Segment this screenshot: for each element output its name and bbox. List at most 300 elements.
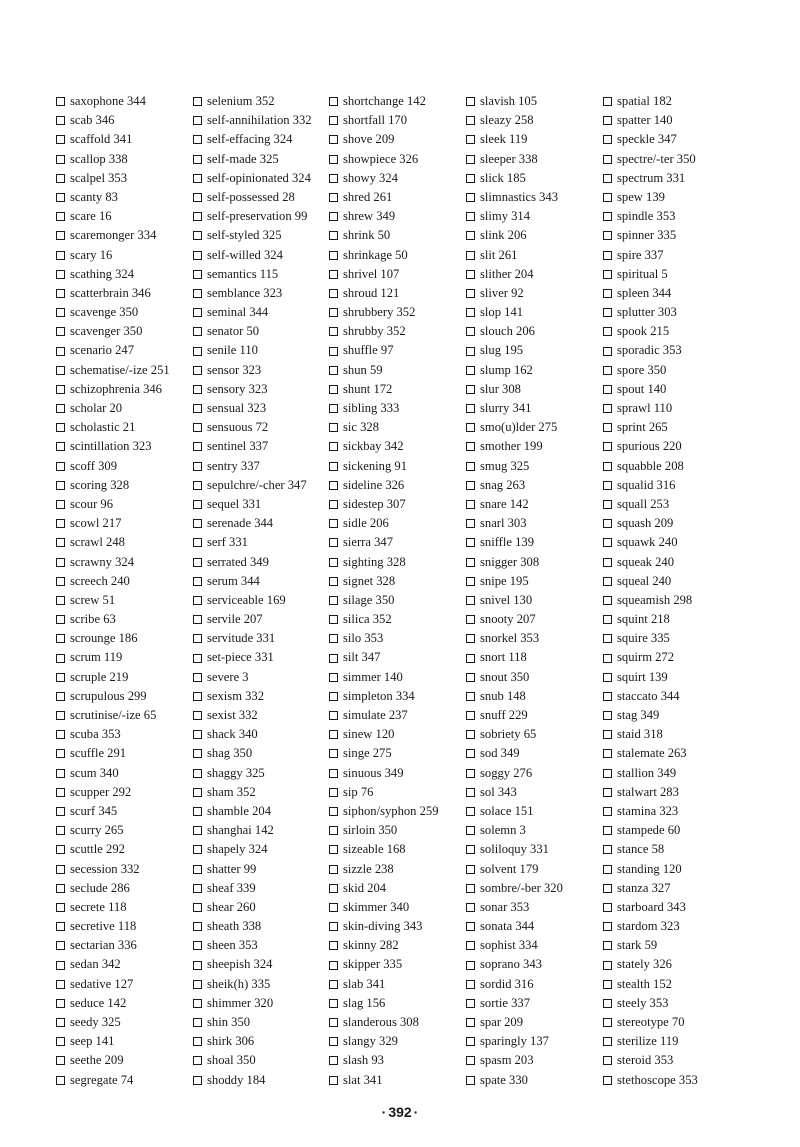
checkbox-icon[interactable] <box>329 845 338 854</box>
checkbox-icon[interactable] <box>603 673 612 682</box>
checkbox-icon[interactable] <box>466 442 475 451</box>
word-entry <box>329 802 439 821</box>
checkbox-icon[interactable] <box>466 558 475 567</box>
checkbox-icon[interactable] <box>603 423 612 432</box>
checkbox-icon[interactable] <box>56 385 65 394</box>
checkbox-icon[interactable] <box>603 980 612 989</box>
word-entry-label: silo 353 <box>343 631 384 646</box>
checkbox-icon[interactable] <box>56 519 65 528</box>
checkbox-icon[interactable] <box>56 174 65 183</box>
checkbox-icon[interactable] <box>56 308 65 317</box>
checkbox-icon[interactable] <box>56 673 65 682</box>
checkbox-icon[interactable] <box>193 347 202 356</box>
checkbox-icon[interactable] <box>329 1037 338 1046</box>
word-entry <box>466 399 563 418</box>
word-entry <box>56 514 170 533</box>
word-entry <box>329 284 439 303</box>
word-entry-label: seclude 286 <box>70 880 130 895</box>
checkbox-icon[interactable] <box>329 519 338 528</box>
checkbox-icon[interactable] <box>193 711 202 720</box>
checkbox-icon[interactable] <box>466 941 475 950</box>
checkbox-icon[interactable] <box>56 903 65 912</box>
word-entry <box>466 1032 563 1051</box>
checkbox-icon[interactable] <box>56 1056 65 1065</box>
checkbox-icon[interactable] <box>329 174 338 183</box>
checkbox-icon[interactable] <box>466 327 475 336</box>
checkbox-icon[interactable] <box>603 884 612 893</box>
checkbox-icon[interactable] <box>603 711 612 720</box>
checkbox-icon[interactable] <box>603 538 612 547</box>
checkbox-icon[interactable] <box>56 135 65 144</box>
checkbox-icon[interactable] <box>466 884 475 893</box>
checkbox-icon[interactable] <box>329 922 338 931</box>
checkbox-icon[interactable] <box>466 1018 475 1027</box>
checkbox-icon[interactable] <box>466 231 475 240</box>
word-entry <box>466 591 563 610</box>
checkbox-icon[interactable] <box>466 251 475 260</box>
checkbox-icon[interactable] <box>56 654 65 663</box>
checkbox-icon[interactable] <box>329 327 338 336</box>
word-entry-label: shrivel 107 <box>343 266 400 281</box>
checkbox-icon[interactable] <box>56 788 65 797</box>
checkbox-icon[interactable] <box>329 481 338 490</box>
checkbox-icon[interactable] <box>193 999 202 1008</box>
checkbox-icon[interactable] <box>603 500 612 509</box>
checkbox-icon[interactable] <box>466 1037 475 1046</box>
checkbox-icon[interactable] <box>193 558 202 567</box>
checkbox-icon[interactable] <box>603 270 612 279</box>
checkbox-icon[interactable] <box>466 654 475 663</box>
checkbox-icon[interactable] <box>193 634 202 643</box>
checkbox-icon[interactable] <box>329 538 338 547</box>
word-entry-label: serrated 349 <box>207 554 269 569</box>
checkbox-icon[interactable] <box>193 730 202 739</box>
checkbox-icon[interactable] <box>329 423 338 432</box>
checkbox-icon[interactable] <box>56 749 65 758</box>
checkbox-icon[interactable] <box>603 941 612 950</box>
checkbox-icon[interactable] <box>603 903 612 912</box>
checkbox-icon[interactable] <box>193 251 202 260</box>
checkbox-icon[interactable] <box>329 1056 338 1065</box>
word-entry <box>56 648 170 667</box>
checkbox-icon[interactable] <box>193 654 202 663</box>
checkbox-icon[interactable] <box>193 807 202 816</box>
checkbox-icon[interactable] <box>329 826 338 835</box>
checkbox-icon[interactable] <box>603 155 612 164</box>
checkbox-icon[interactable] <box>466 404 475 413</box>
checkbox-icon[interactable] <box>56 462 65 471</box>
checkbox-icon[interactable] <box>193 270 202 279</box>
checkbox-icon[interactable] <box>466 1056 475 1065</box>
checkbox-icon[interactable] <box>466 999 475 1008</box>
checkbox-icon[interactable] <box>193 884 202 893</box>
word-entry-label: scribe 63 <box>70 612 116 627</box>
word-entry <box>329 92 439 111</box>
checkbox-icon[interactable] <box>466 673 475 682</box>
checkbox-icon[interactable] <box>193 481 202 490</box>
checkbox-icon[interactable] <box>329 135 338 144</box>
checkbox-icon[interactable] <box>193 922 202 931</box>
checkbox-icon[interactable] <box>329 212 338 221</box>
word-entry-label: slab 341 <box>343 976 386 991</box>
checkbox-icon[interactable] <box>193 769 202 778</box>
checkbox-icon[interactable] <box>603 116 612 125</box>
checkbox-icon[interactable] <box>466 769 475 778</box>
checkbox-icon[interactable] <box>466 922 475 931</box>
word-entry <box>193 1071 312 1090</box>
checkbox-icon[interactable] <box>466 385 475 394</box>
checkbox-icon[interactable] <box>466 270 475 279</box>
word-entry-label: sierra 347 <box>343 535 394 550</box>
checkbox-icon[interactable] <box>193 423 202 432</box>
checkbox-icon[interactable] <box>193 692 202 701</box>
checkbox-icon[interactable] <box>603 922 612 931</box>
checkbox-icon[interactable] <box>193 116 202 125</box>
checkbox-icon[interactable] <box>329 615 338 624</box>
checkbox-icon[interactable] <box>466 730 475 739</box>
checkbox-icon[interactable] <box>329 711 338 720</box>
checkbox-icon[interactable] <box>329 577 338 586</box>
checkbox-icon[interactable] <box>466 193 475 202</box>
checkbox-icon[interactable] <box>329 404 338 413</box>
checkbox-icon[interactable] <box>56 807 65 816</box>
checkbox-icon[interactable] <box>193 462 202 471</box>
checkbox-icon[interactable] <box>56 423 65 432</box>
word-entry <box>56 399 170 418</box>
checkbox-icon[interactable] <box>329 251 338 260</box>
checkbox-icon[interactable] <box>466 423 475 432</box>
checkbox-icon[interactable] <box>329 884 338 893</box>
checkbox-icon[interactable] <box>466 135 475 144</box>
checkbox-icon[interactable] <box>603 231 612 240</box>
word-entry-label: sortie 337 <box>480 995 531 1010</box>
checkbox-icon[interactable] <box>329 865 338 874</box>
checkbox-icon[interactable] <box>56 347 65 356</box>
word-entry-label: self-preservation 99 <box>207 209 308 224</box>
checkbox-icon[interactable] <box>603 174 612 183</box>
checkbox-icon[interactable] <box>603 97 612 106</box>
checkbox-icon[interactable] <box>466 711 475 720</box>
checkbox-icon[interactable] <box>466 212 475 221</box>
checkbox-icon[interactable] <box>466 1076 475 1085</box>
checkbox-icon[interactable] <box>603 327 612 336</box>
checkbox-icon[interactable] <box>603 558 612 567</box>
checkbox-icon[interactable] <box>466 308 475 317</box>
checkbox-icon[interactable] <box>329 903 338 912</box>
checkbox-icon[interactable] <box>329 462 338 471</box>
checkbox-icon[interactable] <box>56 231 65 240</box>
checkbox-icon[interactable] <box>603 347 612 356</box>
checkbox-icon[interactable] <box>603 308 612 317</box>
checkbox-icon[interactable] <box>466 634 475 643</box>
checkbox-icon[interactable] <box>329 730 338 739</box>
checkbox-icon[interactable] <box>56 404 65 413</box>
checkbox-icon[interactable] <box>329 980 338 989</box>
checkbox-icon[interactable] <box>603 212 612 221</box>
word-entry <box>56 610 170 629</box>
checkbox-icon[interactable] <box>329 97 338 106</box>
checkbox-icon[interactable] <box>466 519 475 528</box>
checkbox-icon[interactable] <box>466 97 475 106</box>
checkbox-icon[interactable] <box>466 347 475 356</box>
checkbox-icon[interactable] <box>603 692 612 701</box>
checkbox-icon[interactable] <box>329 500 338 509</box>
checkbox-icon[interactable] <box>193 865 202 874</box>
checkbox-icon[interactable] <box>56 155 65 164</box>
checkbox-icon[interactable] <box>193 538 202 547</box>
word-entry-label: shamble 204 <box>207 803 272 818</box>
checkbox-icon[interactable] <box>56 941 65 950</box>
checkbox-icon[interactable] <box>193 980 202 989</box>
checkbox-icon[interactable] <box>603 404 612 413</box>
word-entry <box>603 495 698 514</box>
word-entry <box>329 553 439 572</box>
checkbox-icon[interactable] <box>329 193 338 202</box>
checkbox-icon[interactable] <box>603 442 612 451</box>
checkbox-icon[interactable] <box>193 366 202 375</box>
checkbox-icon[interactable] <box>466 462 475 471</box>
checkbox-icon[interactable] <box>603 749 612 758</box>
checkbox-icon[interactable] <box>466 807 475 816</box>
checkbox-icon[interactable] <box>603 519 612 528</box>
word-entry <box>603 648 698 667</box>
checkbox-icon[interactable] <box>56 212 65 221</box>
checkbox-icon[interactable] <box>193 193 202 202</box>
checkbox-icon[interactable] <box>56 845 65 854</box>
checkbox-icon[interactable] <box>329 673 338 682</box>
checkbox-icon[interactable] <box>193 308 202 317</box>
checkbox-icon[interactable] <box>603 289 612 298</box>
checkbox-icon[interactable] <box>329 749 338 758</box>
checkbox-icon[interactable] <box>466 961 475 970</box>
checkbox-icon[interactable] <box>466 289 475 298</box>
word-entry <box>603 783 698 802</box>
checkbox-icon[interactable] <box>329 385 338 394</box>
checkbox-icon[interactable] <box>603 634 612 643</box>
checkbox-icon[interactable] <box>193 404 202 413</box>
word-entry <box>329 936 439 955</box>
word-entry-label: sic 328 <box>343 420 380 435</box>
checkbox-icon[interactable] <box>193 596 202 605</box>
checkbox-icon[interactable] <box>329 634 338 643</box>
checkbox-icon[interactable] <box>329 231 338 240</box>
checkbox-icon[interactable] <box>56 1037 65 1046</box>
checkbox-icon[interactable] <box>466 845 475 854</box>
checkbox-icon[interactable] <box>329 289 338 298</box>
word-entry-label: sleeper 338 <box>480 151 538 166</box>
checkbox-icon[interactable] <box>193 1037 202 1046</box>
word-entry <box>56 361 170 380</box>
checkbox-icon[interactable] <box>603 961 612 970</box>
word-entry-label: servitude 331 <box>207 631 276 646</box>
checkbox-icon[interactable] <box>56 327 65 336</box>
checkbox-icon[interactable] <box>193 826 202 835</box>
checkbox-icon[interactable] <box>466 692 475 701</box>
checkbox-icon[interactable] <box>466 865 475 874</box>
word-entry <box>193 284 312 303</box>
checkbox-icon[interactable] <box>329 788 338 797</box>
checkbox-icon[interactable] <box>466 155 475 164</box>
checkbox-icon[interactable] <box>329 308 338 317</box>
checkbox-icon[interactable] <box>193 519 202 528</box>
checkbox-icon[interactable] <box>329 270 338 279</box>
checkbox-icon[interactable] <box>56 481 65 490</box>
checkbox-icon[interactable] <box>466 788 475 797</box>
checkbox-icon[interactable] <box>466 749 475 758</box>
word-entry-label: shrew 349 <box>343 209 396 224</box>
checkbox-icon[interactable] <box>56 577 65 586</box>
checkbox-icon[interactable] <box>329 442 338 451</box>
checkbox-icon[interactable] <box>329 999 338 1008</box>
checkbox-icon[interactable] <box>329 155 338 164</box>
checkbox-icon[interactable] <box>329 807 338 816</box>
checkbox-icon[interactable] <box>329 558 338 567</box>
checkbox-icon[interactable] <box>466 366 475 375</box>
checkbox-icon[interactable] <box>603 385 612 394</box>
checkbox-icon[interactable] <box>56 980 65 989</box>
checkbox-icon[interactable] <box>329 347 338 356</box>
checkbox-icon[interactable] <box>193 212 202 221</box>
checkbox-icon[interactable] <box>329 596 338 605</box>
checkbox-icon[interactable] <box>193 903 202 912</box>
checkbox-icon[interactable] <box>329 654 338 663</box>
word-entry-label: starboard 343 <box>617 899 686 914</box>
checkbox-icon[interactable] <box>56 922 65 931</box>
checkbox-icon[interactable] <box>603 730 612 739</box>
checkbox-icon[interactable] <box>56 865 65 874</box>
checkbox-icon[interactable] <box>603 807 612 816</box>
checkbox-icon[interactable] <box>603 654 612 663</box>
checkbox-icon[interactable] <box>56 558 65 567</box>
checkbox-icon[interactable] <box>193 231 202 240</box>
checkbox-icon[interactable] <box>329 769 338 778</box>
checkbox-icon[interactable] <box>466 596 475 605</box>
checkbox-icon[interactable] <box>603 366 612 375</box>
checkbox-icon[interactable] <box>603 999 612 1008</box>
checkbox-icon[interactable] <box>466 174 475 183</box>
checkbox-icon[interactable] <box>603 845 612 854</box>
checkbox-icon[interactable] <box>466 980 475 989</box>
checkbox-icon[interactable] <box>466 538 475 547</box>
checkbox-icon[interactable] <box>56 97 65 106</box>
checkbox-icon[interactable] <box>329 366 338 375</box>
checkbox-icon[interactable] <box>329 1076 338 1085</box>
checkbox-icon[interactable] <box>193 442 202 451</box>
checkbox-icon[interactable] <box>466 500 475 509</box>
word-entry-label: sporadic 353 <box>617 343 682 358</box>
checkbox-icon[interactable] <box>466 615 475 624</box>
checkbox-icon[interactable] <box>603 462 612 471</box>
checkbox-icon[interactable] <box>56 251 65 260</box>
checkbox-icon[interactable] <box>193 135 202 144</box>
checkbox-icon[interactable] <box>56 826 65 835</box>
checkbox-icon[interactable] <box>603 1037 612 1046</box>
checkbox-icon[interactable] <box>193 845 202 854</box>
checkbox-icon[interactable] <box>603 1018 612 1027</box>
checkbox-icon[interactable] <box>603 1076 612 1085</box>
checkbox-icon[interactable] <box>329 941 338 950</box>
checkbox-icon[interactable] <box>56 730 65 739</box>
word-entry <box>466 169 563 188</box>
checkbox-icon[interactable] <box>56 769 65 778</box>
checkbox-icon[interactable] <box>329 961 338 970</box>
checkbox-icon[interactable] <box>193 1076 202 1085</box>
checkbox-icon[interactable] <box>603 193 612 202</box>
checkbox-icon[interactable] <box>466 577 475 586</box>
checkbox-icon[interactable] <box>56 961 65 970</box>
checkbox-icon[interactable] <box>329 1018 338 1027</box>
checkbox-icon[interactable] <box>193 577 202 586</box>
word-entry <box>56 936 170 955</box>
checkbox-icon[interactable] <box>56 615 65 624</box>
checkbox-icon[interactable] <box>466 903 475 912</box>
checkbox-icon[interactable] <box>56 1018 65 1027</box>
checkbox-icon[interactable] <box>603 615 612 624</box>
checkbox-icon[interactable] <box>466 116 475 125</box>
checkbox-icon[interactable] <box>193 385 202 394</box>
checkbox-icon[interactable] <box>193 1056 202 1065</box>
word-entry-label: slouch 206 <box>480 324 535 339</box>
checkbox-icon[interactable] <box>193 1018 202 1027</box>
checkbox-icon[interactable] <box>603 788 612 797</box>
checkbox-icon[interactable] <box>193 327 202 336</box>
checkbox-icon[interactable] <box>603 596 612 605</box>
checkbox-icon[interactable] <box>193 673 202 682</box>
checkbox-icon[interactable] <box>56 711 65 720</box>
checkbox-icon[interactable] <box>603 769 612 778</box>
checkbox-icon[interactable] <box>56 193 65 202</box>
checkbox-icon[interactable] <box>329 692 338 701</box>
checkbox-icon[interactable] <box>56 634 65 643</box>
checkbox-icon[interactable] <box>603 865 612 874</box>
checkbox-icon[interactable] <box>56 596 65 605</box>
checkbox-icon[interactable] <box>56 1076 65 1085</box>
checkbox-icon[interactable] <box>56 442 65 451</box>
checkbox-icon[interactable] <box>193 97 202 106</box>
checkbox-icon[interactable] <box>603 481 612 490</box>
checkbox-icon[interactable] <box>56 500 65 509</box>
word-entry <box>329 706 439 725</box>
checkbox-icon[interactable] <box>603 251 612 260</box>
checkbox-icon[interactable] <box>56 999 65 1008</box>
checkbox-icon[interactable] <box>603 826 612 835</box>
checkbox-icon[interactable] <box>56 692 65 701</box>
checkbox-icon[interactable] <box>193 941 202 950</box>
checkbox-icon[interactable] <box>329 116 338 125</box>
checkbox-icon[interactable] <box>193 289 202 298</box>
checkbox-icon[interactable] <box>603 135 612 144</box>
checkbox-icon[interactable] <box>193 174 202 183</box>
checkbox-icon[interactable] <box>193 788 202 797</box>
word-entry <box>329 764 439 783</box>
checkbox-icon[interactable] <box>56 884 65 893</box>
checkbox-icon[interactable] <box>56 116 65 125</box>
checkbox-icon[interactable] <box>193 500 202 509</box>
checkbox-icon[interactable] <box>193 615 202 624</box>
checkbox-icon[interactable] <box>603 1056 612 1065</box>
checkbox-icon[interactable] <box>56 289 65 298</box>
checkbox-icon[interactable] <box>56 270 65 279</box>
checkbox-icon[interactable] <box>603 577 612 586</box>
checkbox-icon[interactable] <box>193 749 202 758</box>
word-entry <box>603 744 698 763</box>
checkbox-icon[interactable] <box>466 826 475 835</box>
checkbox-icon[interactable] <box>56 538 65 547</box>
checkbox-icon[interactable] <box>466 481 475 490</box>
checkbox-icon[interactable] <box>56 366 65 375</box>
checkbox-icon[interactable] <box>193 155 202 164</box>
checkbox-icon[interactable] <box>193 961 202 970</box>
